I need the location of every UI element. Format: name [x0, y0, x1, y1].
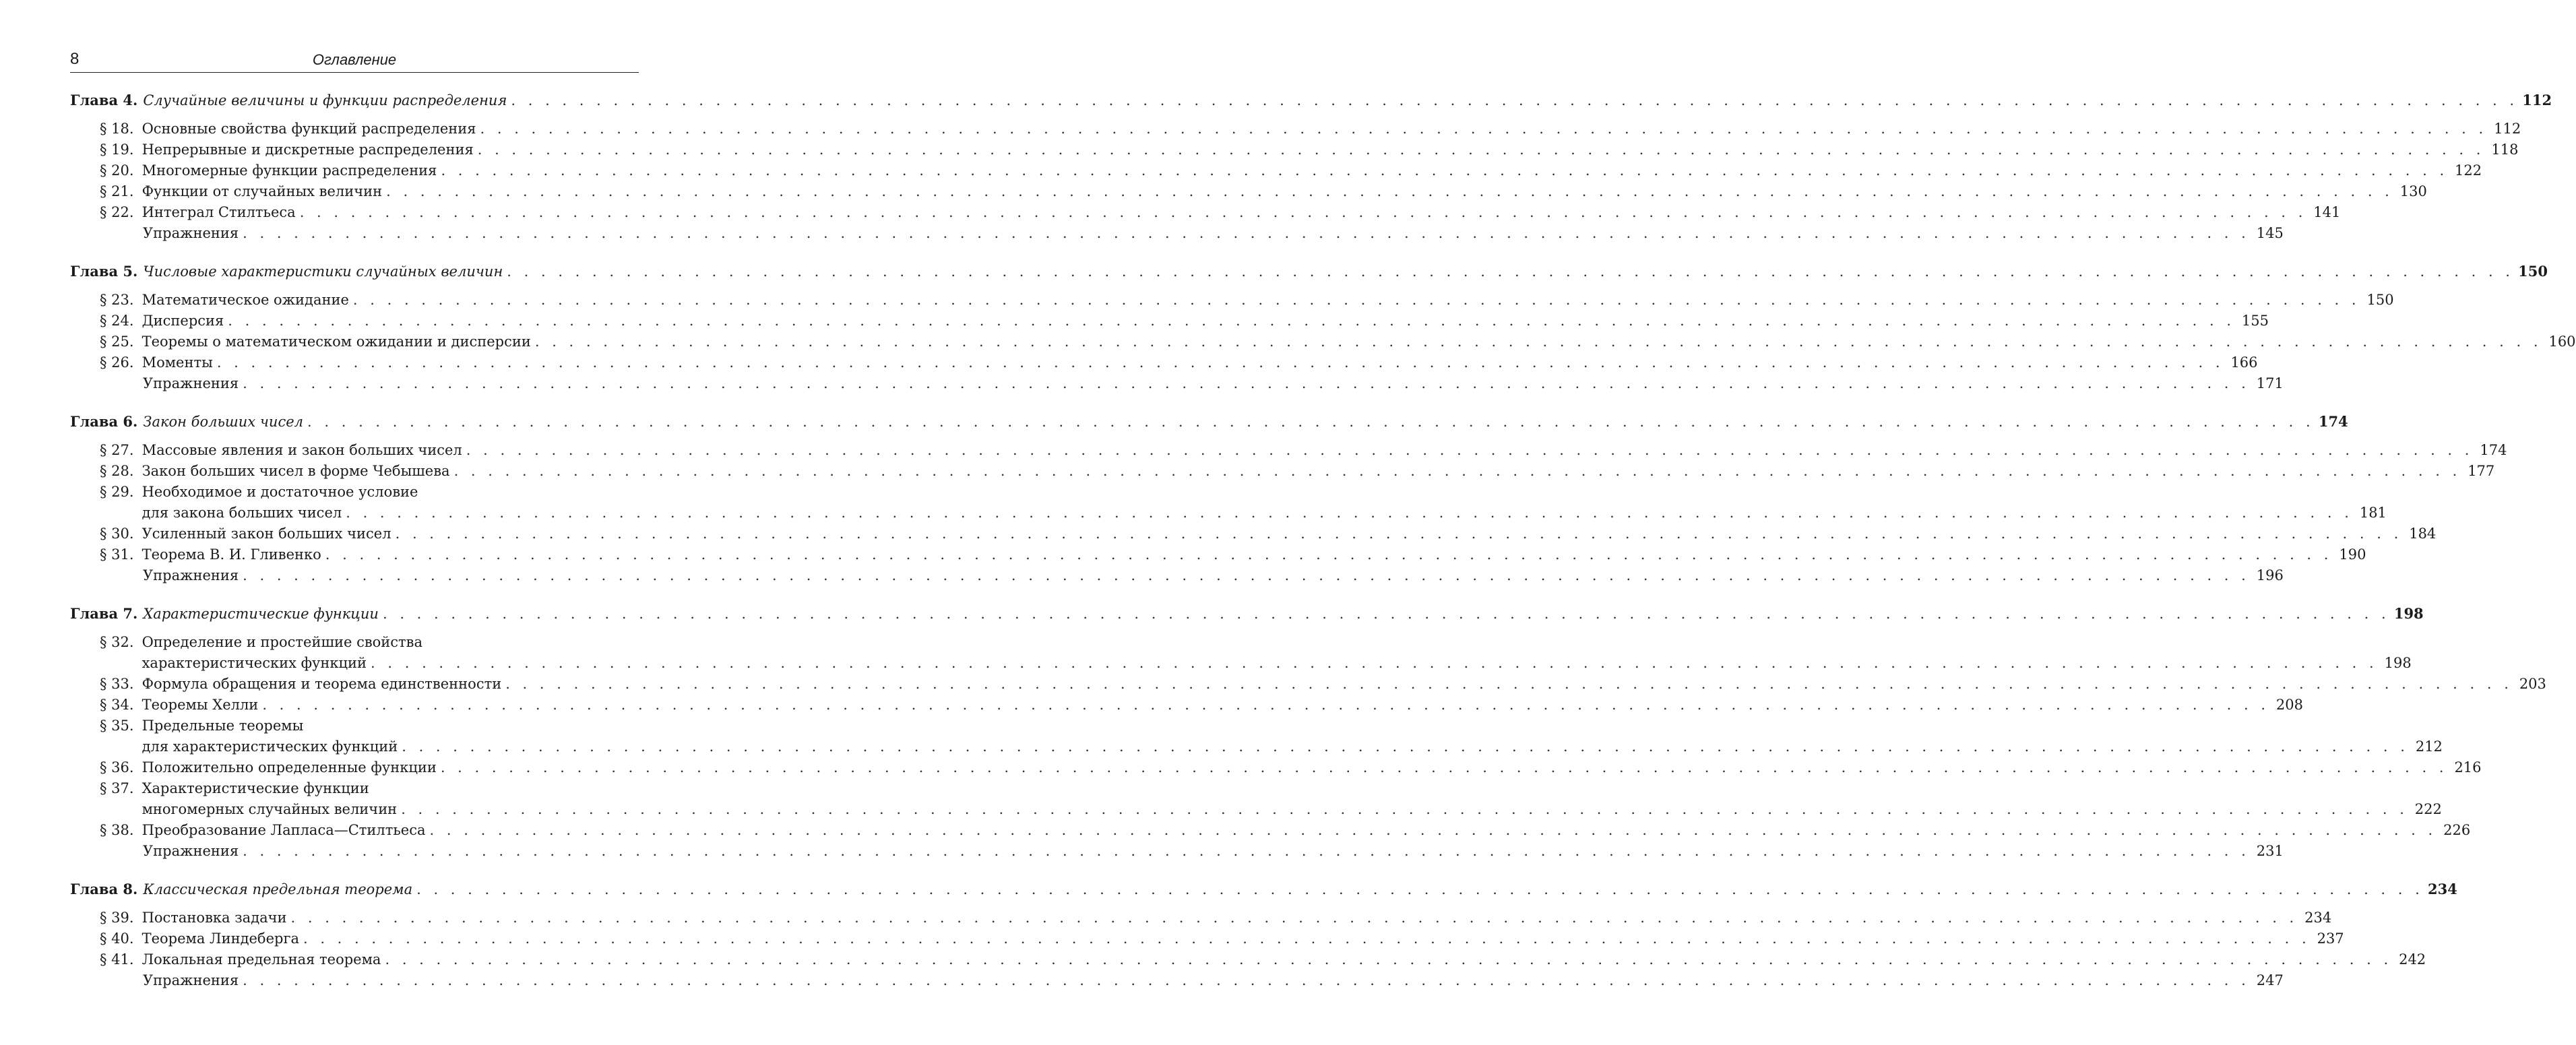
toc-section-entry[interactable]: [70, 674, 2546, 695]
chapter-page-number: 174: [2318, 413, 2348, 430]
toc-section-entry[interactable]: [70, 632, 2412, 674]
section-title-line: [142, 653, 2412, 674]
dot-leader: [243, 565, 2250, 586]
section-title-line: [142, 949, 2426, 970]
section-page-number: 237: [2317, 930, 2344, 947]
section-title: Усиленный закон больших чисел: [142, 526, 391, 542]
section-number: § 18.: [100, 121, 134, 137]
toc-section-entry[interactable]: [70, 311, 2269, 331]
dot-leader: [416, 879, 2424, 899]
section-title: для характеристических функций: [142, 738, 398, 755]
section-title-line: [142, 799, 2442, 820]
section-page-number: 155: [2241, 313, 2269, 329]
dot-leader: [396, 524, 2403, 544]
section-number: § 29.: [100, 484, 134, 500]
dot-leader: [511, 90, 2518, 110]
section-page-number: 234: [2304, 910, 2332, 926]
dot-leader: [243, 841, 2250, 862]
section-body: [142, 311, 2269, 331]
chapter-title: Характеристические функции: [143, 606, 379, 622]
dot-leader: [478, 139, 2485, 160]
section-title-line: [142, 544, 2366, 565]
exercises-page-number: 196: [2256, 567, 2284, 583]
section-title: характеристических функций: [142, 655, 367, 671]
section-body: [142, 757, 2482, 778]
section-number: § 23.: [100, 292, 134, 308]
chapter-title: Закон больших чисел: [143, 414, 304, 430]
section-title-line: [142, 778, 2442, 799]
dot-leader: [325, 544, 2333, 565]
section-number: § 36.: [100, 759, 134, 775]
toc-section-entry[interactable]: [70, 202, 2341, 223]
dot-leader: [385, 949, 2392, 970]
toc-section-entry[interactable]: [70, 181, 2427, 202]
section-page-number: 216: [2454, 759, 2482, 775]
section-title-line: [142, 331, 2576, 352]
section-title: Постановка задачи: [142, 910, 287, 926]
toc-exercises-entry[interactable]: [70, 223, 2284, 244]
dot-leader: [217, 352, 2224, 373]
section-body: [142, 482, 2387, 524]
section-title-line: [142, 352, 2258, 373]
section-title: Дисперсия: [142, 313, 224, 329]
section-number: § 21.: [100, 183, 134, 199]
dot-leader: [505, 674, 2513, 695]
section-title-line: [142, 119, 2521, 139]
dot-leader: [303, 928, 2311, 949]
section-title-line: [142, 908, 2332, 928]
section-title-line: [142, 674, 2546, 695]
section-body: [142, 524, 2437, 544]
toc-section-entry[interactable]: [70, 949, 2426, 970]
section-title: Закон больших чисел в форме Чебышева: [142, 463, 450, 479]
section-page-number: 181: [2359, 505, 2387, 521]
section-page-number: 112: [2494, 121, 2521, 137]
section-title-line: [142, 695, 2303, 716]
toc-chapter: [70, 90, 2552, 244]
section-body: [142, 352, 2258, 373]
section-page-number: 184: [2409, 526, 2437, 542]
section-title-line: [142, 820, 2471, 841]
chapter-title: Числовые характеристики случайных величин: [143, 263, 503, 280]
section-page-number: 177: [2468, 463, 2495, 479]
chapter-page-number: 198: [2393, 605, 2424, 622]
chapter-label: Глава 4.: [70, 92, 138, 108]
section-page-number: 118: [2491, 141, 2519, 158]
toc-chapter: [70, 879, 2457, 991]
dot-leader: [402, 736, 2409, 757]
section-number: § 28.: [100, 463, 134, 479]
section-title: Локальная предельная теорема: [142, 951, 381, 968]
toc-section-entry[interactable]: [70, 440, 2507, 461]
toc-section-entry[interactable]: [70, 290, 2394, 311]
section-title: Непрерывные и дискретные распределения: [142, 141, 474, 158]
section-page-number: 208: [2275, 697, 2304, 713]
chapter-label: Глава 6.: [70, 413, 138, 430]
section-title: Преобразование Лапласа—Стилтьеса: [142, 822, 426, 838]
section-title: Формула обращения и теорема единственности: [142, 676, 502, 692]
section-body: [142, 440, 2507, 461]
section-title: Предельные теоремы: [142, 718, 304, 734]
exercises-label: Упражнения: [143, 567, 239, 583]
section-title: Функции от случайных величин: [142, 183, 383, 199]
section-body: [142, 778, 2442, 820]
section-number: § 33.: [100, 676, 134, 692]
chapter-heading[interactable]: [70, 412, 2348, 432]
chapter-page-number: 112: [2522, 92, 2552, 108]
section-body: [142, 674, 2546, 695]
toc-exercises-entry[interactable]: [70, 970, 2284, 991]
exercises-page-number: 171: [2256, 375, 2284, 391]
dot-leader: [300, 202, 2307, 223]
section-title: Необходимое и достаточное условие: [142, 484, 418, 500]
section-title: Интеграл Стилтьеса: [142, 204, 296, 220]
section-title: Характеристические функции: [142, 780, 369, 796]
dot-leader: [243, 223, 2250, 244]
toc-chapter: [70, 604, 2546, 862]
toc-section-entry[interactable]: [70, 544, 2366, 565]
dot-leader: [243, 970, 2250, 991]
toc-section-entry[interactable]: [70, 908, 2332, 928]
chapter-title: Случайные величины и функции распределения: [143, 92, 507, 108]
page-header: [70, 47, 639, 74]
section-body: [142, 716, 2443, 757]
toc-section-entry[interactable]: [70, 820, 2471, 841]
dot-leader: [346, 503, 2353, 524]
section-title: Теоремы о математическом ожидании и дисперсии: [142, 334, 531, 350]
toc-section-entry[interactable]: [70, 928, 2344, 949]
dot-leader: [262, 695, 2269, 716]
section-title-line: [142, 461, 2495, 482]
section-body: [142, 202, 2341, 223]
header-rule: [70, 72, 639, 73]
dot-leader: [401, 799, 2408, 820]
section-title-line: [142, 290, 2394, 311]
table-of-contents: [70, 90, 2576, 1009]
chapter-page-number: 234: [2427, 881, 2457, 897]
dot-leader: [243, 373, 2250, 394]
section-body: [142, 119, 2521, 139]
section-page-number: 174: [2480, 442, 2507, 458]
chapter-page-number: 150: [2518, 263, 2548, 280]
section-page-number: 122: [2455, 162, 2482, 179]
toc-section-entry[interactable]: [70, 139, 2519, 160]
section-title-line: [142, 160, 2482, 181]
section-page-number: 198: [2384, 655, 2412, 671]
section-number: § 40.: [100, 930, 134, 947]
section-page-number: 130: [2399, 183, 2427, 199]
section-page-number: 160: [2548, 334, 2576, 350]
section-title: Теорема Линдеберга: [142, 930, 299, 947]
toc-section-entry[interactable]: [70, 461, 2495, 482]
chapter-heading[interactable]: [70, 879, 2457, 899]
running-title: Оглавление: [312, 51, 397, 68]
dot-leader: [466, 440, 2474, 461]
chapter-heading[interactable]: [70, 261, 2548, 282]
dot-leader: [507, 261, 2514, 282]
chapter-label: Глава 8.: [70, 881, 138, 897]
section-body: [142, 928, 2344, 949]
toc-section-entry[interactable]: [70, 119, 2521, 139]
section-title: Определение и простейшие свойства: [142, 634, 423, 650]
dot-leader: [454, 461, 2461, 482]
section-page-number: 150: [2366, 292, 2394, 308]
toc-section-entry[interactable]: [70, 695, 2304, 716]
section-number: § 38.: [100, 822, 134, 838]
section-title: Многомерные функции распределения: [142, 162, 437, 179]
section-page-number: 222: [2414, 801, 2442, 817]
toc-section-entry[interactable]: [70, 160, 2482, 181]
section-title-line: [142, 632, 2412, 653]
section-page-number: 203: [2519, 676, 2546, 692]
section-number: § 25.: [100, 334, 134, 350]
toc-chapter: [70, 412, 2507, 586]
toc-section-entry[interactable]: [70, 482, 2387, 524]
section-title: Теоремы Хелли: [142, 697, 259, 713]
section-title-line: [142, 311, 2269, 331]
section-number: § 30.: [100, 526, 134, 542]
toc-section-entry[interactable]: [70, 778, 2442, 820]
dot-leader: [441, 160, 2448, 181]
toc-exercises-entry[interactable]: [70, 565, 2284, 586]
section-number: § 24.: [100, 313, 134, 329]
section-body: [142, 461, 2495, 482]
toc-section-entry[interactable]: [70, 757, 2482, 778]
section-page-number: 166: [2230, 354, 2258, 371]
toc-chapter: [70, 261, 2576, 394]
toc-section-entry[interactable]: [70, 352, 2258, 373]
section-number: § 34.: [100, 697, 134, 713]
section-title-line: [142, 202, 2341, 223]
section-number: § 39.: [100, 910, 134, 926]
section-number: § 37.: [100, 780, 134, 796]
dot-leader: [353, 290, 2360, 311]
section-title: Математическое ожидание: [142, 292, 349, 308]
toc-section-entry[interactable]: [70, 524, 2437, 544]
dot-leader: [535, 331, 2542, 352]
section-title-line: [142, 139, 2519, 160]
chapter-heading[interactable]: [70, 604, 2424, 624]
dot-leader: [291, 908, 2298, 928]
section-body: [142, 139, 2519, 160]
section-title: Теорема В. И. Гливенко: [142, 546, 321, 563]
exercises-label: Упражнения: [143, 225, 239, 241]
exercises-label: Упражнения: [143, 375, 239, 391]
dot-leader: [441, 757, 2448, 778]
chapter-label: Глава 7.: [70, 605, 138, 622]
dot-leader: [371, 653, 2378, 674]
section-body: [142, 160, 2482, 181]
exercises-label: Упражнения: [143, 972, 239, 988]
section-page-number: 242: [2399, 951, 2426, 968]
section-title: многомерных случайных величин: [142, 801, 398, 817]
section-title-line: [142, 181, 2427, 202]
section-title: Моменты: [142, 354, 213, 371]
section-number: § 22.: [100, 204, 134, 220]
section-body: [142, 331, 2576, 352]
section-title-line: [142, 928, 2344, 949]
chapter-title: Классическая предельная теорема: [143, 881, 413, 897]
section-body: [142, 290, 2394, 311]
section-page-number: 190: [2339, 546, 2366, 563]
exercises-label: Упражнения: [143, 843, 239, 859]
section-title-line: [142, 716, 2443, 736]
dot-leader: [480, 119, 2488, 139]
section-body: [142, 632, 2412, 674]
section-page-number: 226: [2443, 822, 2471, 838]
section-title-line: [142, 503, 2387, 524]
section-number: § 32.: [100, 634, 134, 650]
section-number: § 41.: [100, 951, 134, 968]
exercises-page-number: 247: [2256, 972, 2284, 988]
chapter-heading[interactable]: [70, 90, 2552, 110]
section-title-line: [142, 524, 2437, 544]
page-number: 8: [70, 50, 80, 68]
toc-section-entry[interactable]: [70, 331, 2576, 352]
section-title: Основные свойства функций распределения: [142, 121, 476, 137]
dot-leader: [386, 181, 2393, 202]
toc-exercises-entry[interactable]: [70, 373, 2284, 394]
section-page-number: 212: [2415, 738, 2443, 755]
section-page-number: 141: [2313, 204, 2341, 220]
section-body: [142, 820, 2471, 841]
dot-leader: [307, 412, 2315, 432]
section-title: для закона больших чисел: [142, 505, 342, 521]
section-number: § 31.: [100, 546, 134, 563]
section-title-line: [142, 482, 2387, 503]
section-body: [142, 695, 2303, 716]
section-title: Массовые явления и закон больших чисел: [142, 442, 462, 458]
dot-leader: [228, 311, 2235, 331]
section-title: Положительно определенные функции: [142, 759, 437, 775]
section-body: [142, 544, 2366, 565]
section-number: § 35.: [100, 718, 134, 734]
section-title-line: [142, 736, 2443, 757]
dot-leader: [383, 604, 2390, 624]
section-number: § 20.: [100, 162, 134, 179]
dot-leader: [430, 820, 2437, 841]
toc-section-entry[interactable]: [70, 716, 2443, 757]
section-body: [142, 949, 2426, 970]
chapter-label: Глава 5.: [70, 263, 138, 280]
section-body: [142, 181, 2427, 202]
section-title-line: [142, 440, 2507, 461]
section-number: § 19.: [100, 141, 134, 158]
toc-exercises-entry[interactable]: [70, 841, 2284, 862]
section-title-line: [142, 757, 2482, 778]
section-number: § 27.: [100, 442, 134, 458]
exercises-page-number: 231: [2256, 843, 2284, 859]
exercises-page-number: 145: [2256, 225, 2284, 241]
section-number: § 26.: [100, 354, 134, 371]
section-body: [142, 908, 2332, 928]
